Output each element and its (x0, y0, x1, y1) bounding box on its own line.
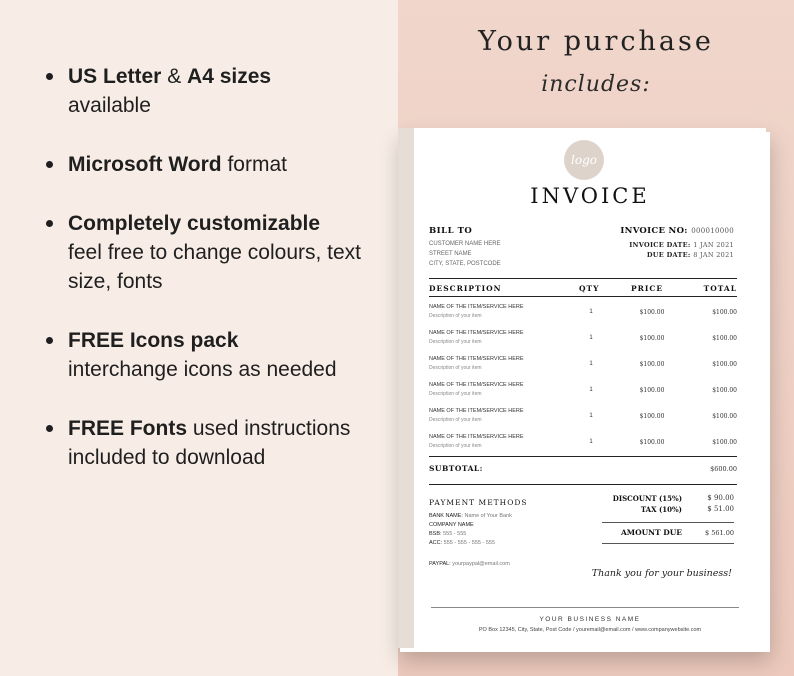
table-row (429, 330, 737, 356)
invoice-date: INVOICE DATE: 1 JAN 2021 (629, 241, 734, 249)
subtotal-bottom-rule (429, 484, 737, 485)
invoice-number: INVOICE NO: 000010000 (620, 226, 734, 236)
customer-name: CUSTOMER NAME HERE (429, 241, 501, 247)
item-price: $100.00 (639, 361, 665, 368)
bullet-icon (46, 337, 53, 344)
due-date: DUE DATE: 8 JAN 2021 (646, 251, 734, 259)
street-name: STREET NAME (429, 251, 472, 257)
item-price: $100.00 (639, 439, 665, 446)
bill-to (429, 226, 501, 269)
item-total: $100.00 (712, 361, 737, 368)
col-total: TOTAL (703, 284, 737, 293)
table-row (429, 408, 737, 434)
item-name: NAME OF THE ITEM/SERVICE HERE (429, 434, 524, 440)
item-total: $100.00 (712, 387, 737, 394)
item-price: $100.00 (639, 335, 665, 342)
item-qty: 1 (589, 387, 593, 393)
invoice-footer (414, 616, 766, 633)
amount-bottom-rule (602, 543, 734, 544)
item-name: NAME OF THE ITEM/SERVICE HERE (429, 304, 524, 310)
subtotal-row (429, 464, 737, 478)
item-qty: 1 (589, 413, 593, 419)
bullet-icon (46, 73, 53, 80)
item-total: $100.00 (712, 335, 737, 342)
tax-label: TAX (10%) (640, 505, 682, 514)
acc: ACC: 555 - 555 - 555 - 555 (429, 540, 496, 546)
feature-item: FREE Fonts used instructions included to download (44, 414, 384, 472)
invoice-title: INVOICE (530, 184, 650, 208)
col-description: DESCRIPTION (429, 284, 502, 293)
item-desc: Description of your item (429, 365, 482, 371)
feature-detail: used instructions included to download (68, 417, 351, 469)
invoice-meta (620, 226, 734, 260)
item-desc: Description of your item (429, 391, 482, 397)
feature-item: US Letter & A4 sizes available (44, 62, 384, 120)
paypal: PAYPAL: yourpaypal@email.com (429, 561, 510, 567)
item-qty: 1 (589, 361, 593, 367)
discount-value: $ 90.00 (707, 494, 734, 502)
bank-name: BANK NAME: Name of Your Bank (429, 513, 512, 519)
footer-rule (431, 607, 739, 608)
subtotal-label: SUBTOTAL: (429, 464, 483, 473)
item-price: $100.00 (639, 413, 665, 420)
item-total: $100.00 (712, 413, 737, 420)
feature-detail: interchange icons as needed (68, 358, 337, 381)
item-desc: Description of your item (429, 443, 482, 449)
col-price: PRICE (631, 284, 664, 293)
subtotal-rule (429, 456, 737, 457)
col-qty: QTY (579, 284, 600, 293)
amount-top-rule (602, 522, 734, 523)
feature-item: Completely customizable feel free to change colours, text size, fonts (44, 209, 384, 296)
feature-detail: format (221, 153, 287, 176)
tax-row (584, 505, 734, 516)
tax-value: $ 51.00 (707, 505, 734, 513)
bullet-icon (46, 220, 53, 227)
thank-you-note: Thank you for your business! (591, 568, 732, 579)
item-name: NAME OF THE ITEM/SERVICE HERE (429, 408, 524, 414)
business-address: PO Box 12345, City, State, Post Code / youremail@email.com / www.companywebsite.com (478, 627, 702, 633)
item-price: $100.00 (639, 387, 665, 394)
item-desc: Description of your item (429, 313, 482, 319)
amount-due-row (584, 528, 734, 540)
paper-stripe (398, 128, 414, 648)
item-price: $100.00 (639, 309, 665, 316)
item-total: $100.00 (712, 439, 737, 446)
table-top-rule (429, 278, 737, 279)
totals-block (584, 494, 734, 516)
amount-due-value: $ 561.00 (705, 529, 734, 537)
discount-label: DISCOUNT (15%) (612, 494, 682, 503)
item-qty: 1 (589, 335, 593, 341)
subtotal-value: $600.00 (710, 465, 737, 473)
bullet-icon (46, 425, 53, 432)
feature-item: FREE Icons pack interchange icons as needed (44, 326, 384, 384)
payment-methods (429, 498, 589, 569)
bill-to-label: BILL TO (429, 226, 473, 236)
table-header-rule (429, 296, 737, 297)
item-name: NAME OF THE ITEM/SERVICE HERE (429, 356, 524, 362)
item-desc: Description of your item (429, 417, 482, 423)
item-qty: 1 (589, 309, 593, 315)
feature-detail: available (68, 94, 151, 117)
invoice-preview (398, 128, 766, 648)
feature-item: Microsoft Word format (44, 150, 384, 179)
table-row (429, 304, 737, 330)
headline: Your purchase (478, 26, 714, 57)
logo-placeholder: logo (564, 140, 604, 180)
table-row (429, 356, 737, 382)
city-state: CITY, STATE, POSTCODE (429, 261, 501, 267)
table-row (429, 382, 737, 408)
subhead: includes: (541, 72, 651, 97)
bullet-icon (46, 161, 53, 168)
bsb: BSB: 555 - 555 (429, 531, 467, 537)
item-name: NAME OF THE ITEM/SERVICE HERE (429, 382, 524, 388)
feature-detail: feel free to change colours, text size, fonts (68, 241, 362, 293)
item-desc: Description of your item (429, 339, 482, 345)
item-name: NAME OF THE ITEM/SERVICE HERE (429, 330, 524, 336)
business-name: YOUR BUSINESS NAME (539, 616, 641, 623)
feature-list (44, 62, 384, 502)
company-name: COMPANY NAME (429, 522, 474, 528)
item-total: $100.00 (712, 309, 737, 316)
payment-label: PAYMENT METHODS (429, 498, 528, 507)
discount-row (584, 494, 734, 505)
item-qty: 1 (589, 439, 593, 445)
amount-due-label: AMOUNT DUE (620, 528, 682, 537)
